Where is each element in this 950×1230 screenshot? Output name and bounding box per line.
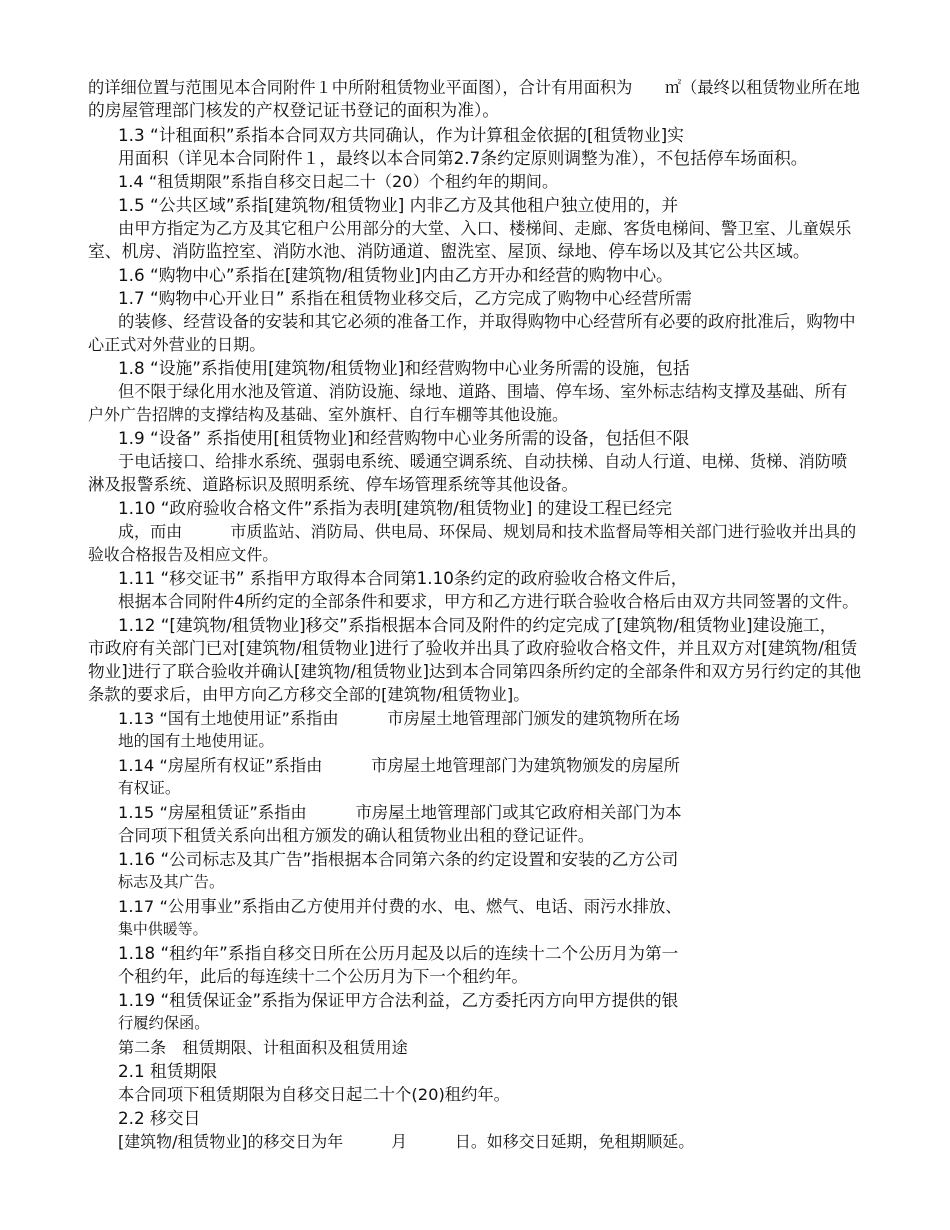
- text-line-a22h: 2.2 移交日: [118, 1108, 201, 1128]
- text-line-p119-l1: 1.19 “租赁保证金”系指为保证甲方合法利益，乙方委托丙方向甲方提供的银: [118, 991, 679, 1010]
- text-line-p16: 1.6 “购物中心”系指在[建筑物/租赁物业]内由乙方开办和经营的购物中心。: [118, 265, 673, 285]
- text-line-p110-l3: 验收合格报告及相应文件。: [88, 545, 279, 564]
- text-line-p116-l2: 标志及其广告。: [118, 873, 225, 891]
- text-line-p112-l4: 条款的要求后，由甲方向乙方移交全部的[建筑物/租赁物业]。: [88, 685, 530, 704]
- text-line-p0-l2: 的房屋管理部门核发的产权登记证书登记的面积为准）。: [88, 100, 500, 120]
- text-line-p114-l1: 1.14 “房屋所有权证”系指由 市房屋土地管理部门为建筑物颁发的房屋所: [118, 756, 680, 775]
- text-line-p115-l2: 合同项下租赁关系向出租方颁发的确认租赁物业出租的登记证件。: [118, 826, 595, 845]
- text-line-p110-l2: 成，而由 市质监站、消防局、供电局、环保局、规划局和技术监督局等相关部门进行验收并出具的: [118, 522, 857, 541]
- text-line-p0-l1: 的详细位置与范围见本合同附件１中所附租赁物业平面图），合计有用面积为 ㎡（最终以租赁物业所在地: [88, 78, 860, 97]
- text-line-p111-l2: 根据本合同附件4所约定的全部条件和要求，甲方和乙方进行联合验收合格后由双方共同签署的文件。: [118, 592, 859, 611]
- text-line-p17-l2: 的装修、经营设备的安装和其它必须的准备工作，并取得购物中心经营所有必要的政府批准后，购物中: [118, 312, 856, 331]
- text-line-p14: 1.4 “租赁期限”系指自移交日起二十（20）个租约年的期间。: [118, 172, 559, 191]
- text-line-p115-l1: 1.15 “房屋租赁证”系指由 市房屋土地管理部门或其它政府相关部门为本: [118, 803, 682, 822]
- text-line-p112-l2: 市政府有关部门已对[建筑物/租赁物业]进行了验收并出具了政府验收合格文件，并且双方对[建筑物/租赁: [88, 638, 858, 658]
- text-line-p112-l1: 1.12 “[建筑物/租赁物业]移交”系指根据本合同及附件的约定完成了[建筑物/租赁物业]建设施工，: [118, 615, 837, 635]
- text-line-p111-l1: 1.11 “移交证书” 系指甲方取得本合同第1.10条约定的政府验收合格文件后，: [118, 568, 688, 588]
- text-line-p112-l3: 物业]进行了联合验收并确认[建筑物/租赁物业]达到本合同第四条所约定的全部条件和双方另行约定的其他: [88, 662, 862, 681]
- text-line-a22: [建筑物/租赁物业]的移交日为年 月 日。如移交日延期，免租期顺延。: [118, 1132, 695, 1151]
- text-line-p19-l1: 1.9 “设备” 系指使用[租赁物业]和经营购物中心业务所需的设备，包括但不限: [118, 428, 690, 448]
- text-line-p17-l3: 心正式对外营业的日期。: [88, 335, 266, 354]
- text-line-p15-l2: 由甲方指定为乙方及其它租户公用部分的大堂、入口、楼梯间、走廊、客货电梯间、警卫室、儿童娱乐: [118, 219, 852, 238]
- text-line-p15-l1: 1.5 “公共区域”系指[建筑物/租赁物业] 内非乙方及其他租户独立使用的，并: [118, 195, 679, 215]
- text-line-p13-l2: 用面积（详见本合同附件１，最终以本合同第2.7条约定原则调整为准），不包括停车场面积。: [118, 148, 808, 168]
- text-line-a21h: 2.1 租赁期限: [118, 1061, 218, 1081]
- text-line-p18-l1: 1.8 “设施”系指使用[建筑物/租赁物业]和经营购物中心业务所需的设施，包括: [118, 358, 690, 378]
- text-line-p113-l2: 地的国有土地使用证。: [118, 732, 274, 750]
- text-line-p118-l2: 个租约年，此后的每连续十二个公历月为下一个租约年。: [118, 967, 528, 986]
- text-line-p18-l3: 户外广告招牌的支撑结构及基础、室外旗杆、自行车棚等其他设施。: [88, 405, 569, 424]
- text-line-a2: 第二条 租赁期限、计租面积及租赁用途: [118, 1038, 408, 1057]
- text-line-p119-l2: 行履约保函。: [118, 1014, 210, 1032]
- text-line-p116-l1: 1.16 “公司标志及其广告”指根据本合同第六条的约定设置和安装的乙方公司: [118, 850, 679, 869]
- text-line-p17-l1: 1.7 “购物中心开业日” 系指在租赁物业移交后，乙方完成了购物中心经营所需: [118, 288, 692, 308]
- text-line-p15-l3: 室、机房、消防监控室、消防水池、消防通道、盥洗室、屋顶、绿地、停车场以及其它公共区域。: [88, 241, 810, 261]
- text-line-a21: 本合同项下租赁期限为自移交日起二十个(20)租约年。: [118, 1085, 510, 1104]
- text-line-p113-l1: 1.13 “国有土地使用证”系指由 市房屋土地管理部门颁发的建筑物所在场: [118, 709, 680, 728]
- text-line-p114-l2: 有权证。: [118, 779, 181, 797]
- text-line-p19-l2: 于电话接口、给排水系统、强弱电系统、暖通空调系统、自动扶梯、自动人行道、电梯、货梯、消防喷: [118, 452, 848, 471]
- text-line-p110-l1: 1.10 “政府验收合格文件”系指为表明[建筑物/租赁物业] 的建设工程已经完: [118, 498, 673, 518]
- text-line-p13-l1: 1.3 “计租面积”系指本合同双方共同确认，作为计算租金依据的[租赁物业]实: [118, 125, 684, 145]
- text-line-p19-l3: 淋及报警系统、道路标识及照明系统、停车场管理系统等其他设备。: [88, 475, 578, 494]
- text-line-p118-l1: 1.18 “租约年”系指自移交日所在公历月起及以后的连续十二个公历月为第一: [118, 944, 679, 963]
- text-line-p18-l2: 但不限于绿化用水池及管道、消防设施、绿地、道路、围墙、停车场、室外标志结构支撑及基础、所有: [118, 382, 848, 401]
- text-line-p117-l1: 1.17 “公用事业”系指由乙方使用并付费的水、电、燃气、电话、雨污水排放、: [118, 897, 682, 916]
- text-line-p117-l2: 集中供暖等。: [118, 920, 208, 938]
